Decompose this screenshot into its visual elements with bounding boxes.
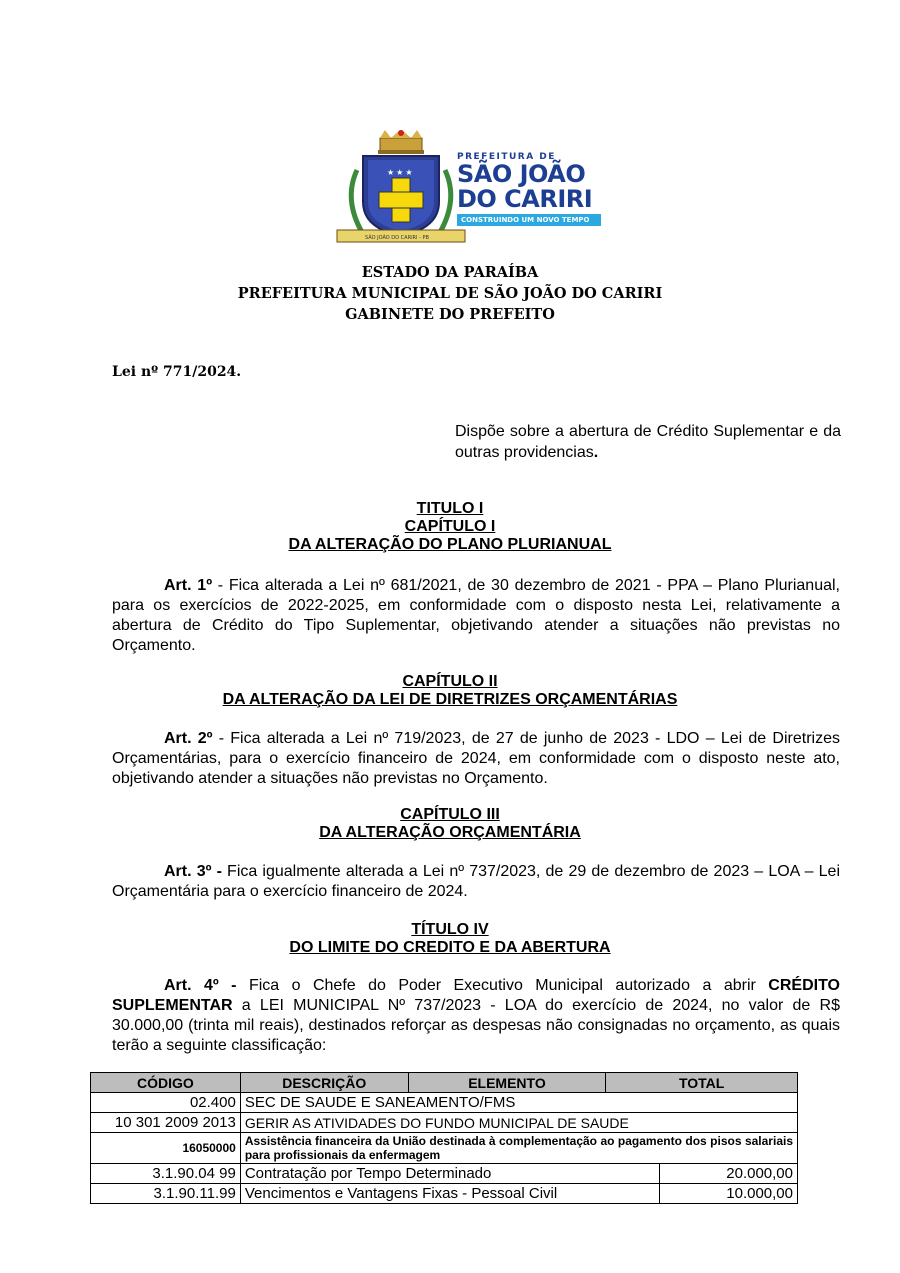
chapter-2-heading <box>0 673 900 709</box>
logo-city-line1: SÃO JOÃO <box>457 160 586 188</box>
logo-slogan: CONSTRUINDO UM NOVO TEMPO <box>457 214 601 226</box>
title-1-label: TITULO I <box>416 500 484 517</box>
article-1-label: Art. 1º <box>164 577 213 594</box>
logo-city-line2: DO CARIRI <box>457 185 593 213</box>
chapter-3-title: DA ALTERAÇÃO ORÇAMENTÁRIA <box>319 824 581 841</box>
table-cell-total: 10.000,00 <box>660 1184 798 1204</box>
article-4-text-a: Fica o Chefe do Poder Executivo Municipal autorizado a abrir <box>236 977 769 994</box>
table-header-row <box>91 1073 798 1093</box>
budget-classification-table <box>90 1072 798 1204</box>
header-state: ESTADO DA PARAÍBA <box>361 264 539 281</box>
document-header <box>0 262 900 325</box>
logo-prefeitura-label: PREFEITURA DE <box>457 152 556 162</box>
article-4 <box>112 976 840 1056</box>
table-row <box>91 1184 798 1204</box>
article-3-text: Fica igualmente alterada a Lei nº 737/2023, de 29 de dezembro de 2023 – LOA – Lei Orçamentária para o exercício financeiro de 2024. <box>112 863 840 900</box>
table-cell-code: 3.1.90.04 99 <box>91 1164 241 1184</box>
table-header-cell: TOTAL <box>606 1073 798 1093</box>
table-cell-code: 02.400 <box>91 1093 241 1113</box>
header-prefeitura: PREFEITURA MUNICIPAL DE SÃO JOÃO DO CARIRI <box>237 285 663 302</box>
title-4-label: TÍTULO IV <box>411 921 489 938</box>
seal-ribbon-text: SÃO JOÃO DO CARIRI - PB <box>365 235 429 241</box>
table-cell-desc: Contratação por Tempo Determinado <box>240 1164 659 1184</box>
table-cell-desc: Vencimentos e Vantagens Fixas - Pessoal Civil <box>240 1184 659 1204</box>
article-2 <box>112 729 840 789</box>
chapter-1-title: DA ALTERAÇÃO DO PLANO PLURIANUAL <box>288 536 612 553</box>
logo-wordmark <box>457 152 601 226</box>
table-cell-desc: Assistência financeira da União destinada à complementação ao pagamento dos pisos salariais para profissionais da enfermagem <box>240 1133 797 1164</box>
table-row <box>91 1164 798 1184</box>
chapter-2-title: DA ALTERAÇÃO DA LEI DE DIRETRIZES ORÇAMENTÁRIAS <box>222 691 678 708</box>
svg-text:★ ★ ★: ★ ★ ★ <box>387 168 413 177</box>
chapter-2-label: CAPÍTULO II <box>402 673 498 690</box>
table-row <box>91 1133 798 1164</box>
article-4-text-b: a LEI MUNICIPAL Nº 737/2023 - LOA do exercício de 2024, no valor de R$ 30.000,00 (trinta mil reais), destinados reforçar as despesas não consignadas no orçamento, as quais terão a seguinte classificação: <box>112 997 840 1054</box>
title-4-heading <box>0 921 900 957</box>
table-cell-code: 10 301 2009 2013 <box>91 1113 241 1133</box>
table-row <box>91 1113 798 1133</box>
law-summary-text: Dispõe sobre a abertura de Crédito Suplementar e da outras providencias <box>455 423 841 461</box>
table-header-cell: DESCRIÇÃO <box>240 1073 408 1093</box>
table-header-cell: CÓDIGO <box>91 1073 241 1093</box>
chapter-1-label: CAPÍTULO I <box>404 518 496 535</box>
law-summary-end: . <box>593 444 599 461</box>
table-cell-total: 20.000,00 <box>660 1164 798 1184</box>
article-4-bold: CRÉDITO SUPLEMENTAR <box>112 977 840 1014</box>
article-3 <box>112 862 840 902</box>
article-2-label: Art. 2º <box>164 730 213 747</box>
table-cell-desc: GERIR AS ATIVIDADES DO FUNDO MUNICIPAL DE SAUDE <box>240 1113 797 1133</box>
law-summary <box>455 421 841 463</box>
title-1-heading <box>0 500 900 554</box>
article-1-text: - Fica alterada a Lei nº 681/2021, de 30 dezembro de 2021 - PPA – Plano Plurianual, para os exercícios de 2022-2025, em conformidade com o disposto nesta Lei, relativamente a abertura de Crédito do Tipo Suplementar, objetivando atender a situações não previstas no Orçamento. <box>112 577 840 654</box>
title-4-title: DO LIMITE DO CREDITO E DA ABERTURA <box>289 939 611 956</box>
article-2-text: - Fica alterada a Lei nº 719/2023, de 27 de junho de 2023 - LDO – Lei de Diretrizes Orçamentárias, para o exercício financeiro de 2024, em conformidade com o disposto neste ato, objetivando atender a situações não previstas no Orçamento. <box>112 730 840 787</box>
table-cell-code: 16050000 <box>91 1133 241 1164</box>
table-cell-code: 3.1.90.11.99 <box>91 1184 241 1204</box>
article-3-label: Art. 3º - <box>164 863 222 880</box>
table-header-cell: ELEMENTO <box>408 1073 606 1093</box>
table-cell-desc: SEC DE SAUDE E SANEAMENTO/FMS <box>240 1093 797 1113</box>
table-row <box>91 1093 798 1113</box>
article-1 <box>112 576 840 656</box>
chapter-3-heading <box>0 806 900 842</box>
chapter-3-label: CAPÍTULO III <box>400 806 500 823</box>
law-number: Lei nº 771/2024. <box>112 364 242 380</box>
article-4-label: Art. 4º - <box>164 977 237 994</box>
header-gabinete: GABINETE DO PREFEITO <box>345 306 555 323</box>
